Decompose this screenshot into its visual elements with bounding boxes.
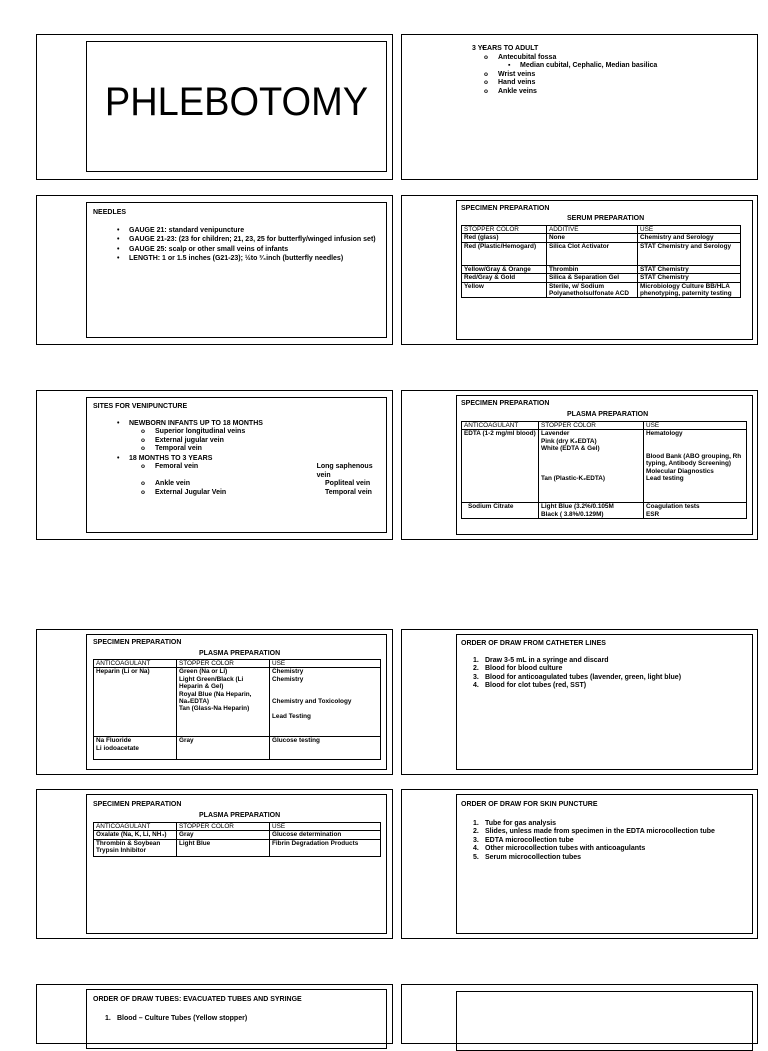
- bullet-item: • NEWBORN INFANTS UP TO 18 MONTHS o Superior longitudinal veins o External jugular vein o Temporal vein: [93, 420, 385, 454]
- table-cell: Thrombin: [547, 265, 638, 273]
- slide-11-frame: [86, 989, 387, 1049]
- table-cell: Thrombin & Soybean Trypsin Inhibitor: [94, 839, 177, 856]
- slide-3: [36, 195, 393, 345]
- bullet-item: • 3 YEARS TO ADULT o Antecubital fossa ▪ Median cubital, Cephalic, Median basilica o Wrist veins o Hand veins o Ankle veins: [458, 45, 748, 96]
- list-item: o Antecubital fossa ▪ Median cubital, Cephalic, Median basilica: [436, 54, 748, 71]
- slide-10-frame: [456, 794, 753, 934]
- list-item: • LENGTH: 1 or 1.5 inches (G21-23); ½to ³⁄₄inch (butterfly needles): [93, 255, 385, 264]
- table-cell: Chemistry and Serology: [638, 234, 741, 242]
- table-header: STOPPER COLOR: [539, 422, 644, 430]
- slide-12-frame: [456, 991, 753, 1051]
- slide-1-frame: [86, 41, 387, 172]
- table-cell: Light Blue (3.2%/0.105M Black ( 3.8%/0.129M): [539, 503, 644, 519]
- table-header: STOPPER COLOR: [177, 823, 270, 831]
- table-cell: Oxalate (Na, K, Li, NH₄): [94, 831, 177, 839]
- list-item: o Wrist veins: [436, 71, 748, 80]
- slide-10: [401, 789, 758, 939]
- bullet-item: • 18 MONTHS TO 3 YEARS o Femoral vein Long saphenous vein o Ankle vein Popliteal vein o External Jugular Vein Temporal vein: [93, 455, 385, 498]
- slide-11-content: [93, 996, 385, 1023]
- slide-4: [401, 195, 758, 345]
- slide-7-frame: [86, 634, 387, 770]
- list-item: 4. Blood for clot tubes (red, SST): [473, 682, 587, 689]
- table-cell: Red (glass): [462, 234, 547, 242]
- list-item: o Ankle vein Popliteal vein: [93, 480, 385, 489]
- slide-heading: ORDER OF DRAW FOR SKIN PUNCTURE: [461, 801, 598, 808]
- slide-8: [401, 629, 758, 775]
- table-cell: Gray: [177, 831, 270, 839]
- table-cell: Light Blue: [177, 839, 270, 856]
- slide-subheading: SERUM PREPARATION: [567, 215, 645, 222]
- table-cell: Coagulation tests ESR: [644, 503, 747, 519]
- list-item: o External jugular vein: [93, 437, 385, 446]
- slide-6: [401, 390, 758, 540]
- slide-subheading: PLASMA PREPARATION: [199, 650, 281, 657]
- table-row: [94, 668, 381, 737]
- table-cell: EDTA (1-2 mg/ml blood): [462, 430, 539, 503]
- slide-heading: ORDER OF DRAW TUBES: EVACUATED TUBES AND SYRINGE: [93, 996, 302, 1003]
- table-cell: Sterile, w/ Sodium Polyanetholsulfonate ACD: [547, 282, 638, 298]
- table-row: [462, 503, 747, 519]
- table-cell: Lavender Pink (dry K₂EDTA) White (EDTA & Gel) Tan (Plastic-K₂EDTA): [539, 430, 644, 503]
- plasma-table: [93, 659, 381, 760]
- table-cell: Red/Gray & Gold: [462, 274, 547, 282]
- table-header: STOPPER COLOR: [462, 226, 547, 234]
- slide-heading: ORDER OF DRAW FROM CATHETER LINES: [461, 640, 606, 647]
- list-item: • GAUGE 25: scalp or other small veins of infants: [93, 246, 385, 255]
- list-item: 1. Draw 3-5 mL in a syringe and discard: [473, 656, 609, 664]
- slide-5-frame: [86, 397, 387, 533]
- list-item: o External Jugular Vein Temporal vein: [93, 489, 385, 498]
- table-cell: Na Fluoride Li iodoacetate: [94, 737, 177, 760]
- table-cell: STAT Chemistry: [638, 274, 741, 282]
- list-item: • GAUGE 21-23: (23 for children; 21, 23, 25 for butterfly/winged infusion set): [93, 236, 385, 245]
- slide-heading: NEEDLES: [93, 209, 127, 216]
- table-cell: Fibrin Degradation Products: [270, 839, 381, 856]
- table-cell: Glucose testing: [270, 737, 381, 760]
- list-item: 1. Blood – Culture Tubes (Yellow stopper): [105, 1014, 248, 1022]
- list-item: o Ankle veins: [436, 88, 748, 97]
- slide-subheading: PLASMA PREPARATION: [567, 411, 649, 418]
- slide-2: [401, 34, 758, 180]
- list-item: o Femoral vein Long saphenous vein: [93, 463, 385, 480]
- slide-heading: SPECIMEN PREPARATION: [461, 400, 550, 407]
- slide-heading: SPECIMEN PREPARATION: [93, 801, 182, 808]
- slide-3-content: [93, 209, 385, 265]
- slide-title: PHLEBOTOMY: [104, 80, 369, 124]
- table-cell: Heparin (Li or Na): [94, 668, 177, 737]
- table-header: USE: [270, 660, 381, 668]
- table-cell: Green (Na or Li) Light Green/Black (Li Heparin & Gel) Royal Blue (Na Heparin, Na₂EDTA) Tan (Glass-Na Heparin): [177, 668, 270, 737]
- table-cell: STAT Chemistry: [638, 265, 741, 273]
- slide-6-frame: [456, 395, 753, 535]
- table-row: [462, 234, 741, 242]
- slide-2-content: [458, 45, 748, 99]
- slide-9: [36, 789, 393, 939]
- table-header: ANTICOAGULANT: [94, 823, 177, 831]
- table-cell: Chemistry Chemistry Chemistry and Toxicology Lead Testing: [270, 668, 381, 737]
- slide-5: [36, 390, 393, 540]
- table-cell: Gray: [177, 737, 270, 760]
- list-item: ▪ Median cubital, Cephalic, Median basilica: [436, 62, 748, 71]
- slide-subheading: PLASMA PREPARATION: [199, 812, 281, 819]
- slide-10-content: [461, 801, 751, 862]
- list-item: o Hand veins: [436, 79, 748, 88]
- table-cell: Silica & Separation Gel: [547, 274, 638, 282]
- slide-heading: SITES FOR VENIPUNCTURE: [93, 403, 188, 410]
- slide-8-content: [461, 640, 751, 691]
- plasma-table: [93, 822, 381, 857]
- slide-heading: SPECIMEN PREPARATION: [461, 205, 550, 212]
- list-item: 1. Tube for gas analysis: [473, 819, 557, 827]
- list-item: o Temporal vein: [93, 445, 385, 454]
- table-header: USE: [638, 226, 741, 234]
- slide-3-frame: [86, 202, 387, 338]
- list-item: • GAUGE 21: standard venipuncture: [93, 227, 385, 236]
- table-row: [94, 831, 381, 839]
- slide-5-content: [93, 403, 385, 500]
- slide-heading: SPECIMEN PREPARATION: [93, 639, 182, 646]
- slide-7: [36, 629, 393, 775]
- table-header: USE: [270, 823, 381, 831]
- table-row: [94, 839, 381, 856]
- slide-11: [36, 984, 393, 1044]
- slide-12: [401, 984, 758, 1044]
- table-cell: Red (Plastic/Hemogard): [462, 242, 547, 265]
- slide-1: [36, 34, 393, 180]
- list-item: 2. Blood for blood culture: [473, 665, 563, 672]
- slide-8-frame: [456, 634, 753, 770]
- table-row: [462, 430, 747, 503]
- table-row: [462, 274, 741, 282]
- table-header: STOPPER COLOR: [177, 660, 270, 668]
- table-cell: Yellow/Gray & Orange: [462, 265, 547, 273]
- table-header: ADDITIVE: [547, 226, 638, 234]
- slide-4-frame: [456, 200, 753, 340]
- table-cell: Glucose determination: [270, 831, 381, 839]
- table-row: [462, 242, 741, 265]
- plasma-table: [461, 421, 747, 519]
- table-cell: Sodium Citrate: [462, 503, 539, 519]
- list-item: 2. Slides, unless made from specimen in the EDTA microcollection tube: [473, 828, 715, 835]
- table-row: [462, 265, 741, 273]
- list-item: 5. Serum microcollection tubes: [473, 853, 582, 861]
- list-item: 3. Blood for anticoagulated tubes (lavender, green, light blue): [473, 673, 682, 681]
- list-item: o Superior longitudinal veins: [93, 428, 385, 437]
- table-cell: Silica Clot Activator: [547, 242, 638, 265]
- list-item: 4. Other microcollection tubes with anticoagulants: [473, 845, 646, 852]
- list-item: 3. EDTA microcollection tube: [473, 836, 574, 844]
- serum-table: [461, 225, 741, 298]
- table-row: [462, 282, 741, 298]
- table-cell: Yellow: [462, 282, 547, 298]
- table-cell: STAT Chemistry and Serology: [638, 242, 741, 265]
- table-header: ANTICOAGULANT: [462, 422, 539, 430]
- table-cell: Microbiology Culture BB/HLA phenotyping, paternity testing: [638, 282, 741, 298]
- table-cell: Hematology Blood Bank (ABO grouping, Rh typing, Antibody Screening) Molecular Diagnostics Lead testing: [644, 430, 747, 503]
- table-row: [94, 737, 381, 760]
- slide-9-frame: [86, 794, 387, 934]
- table-header: USE: [644, 422, 747, 430]
- table-cell: None: [547, 234, 638, 242]
- table-header: ANTICOAGULANT: [94, 660, 177, 668]
